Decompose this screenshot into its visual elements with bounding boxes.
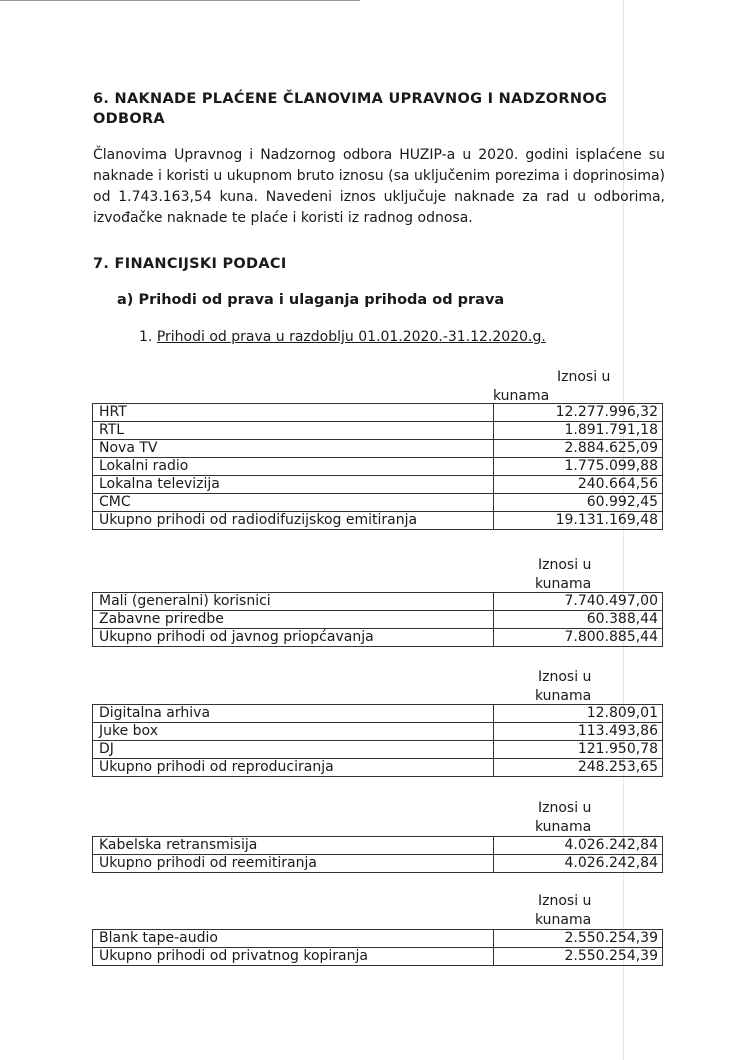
table-row [93, 404, 663, 422]
section-6-heading: 6. NAKNADE PLAĆENE ČLANOVIMA UPRAVNOG I NADZORNOG ODBORA [93, 91, 608, 127]
row-label: Ukupno prihodi od reproduciranja [93, 759, 494, 777]
table-3-header [535, 668, 665, 706]
row-label: Lokalna televizija [93, 476, 494, 494]
item-title: Prihodi od prava u razdoblju 01.01.2020.-31.12.2020.g. [156, 329, 546, 345]
table-header-line2: kunama [535, 576, 592, 592]
table-5-header [535, 892, 665, 930]
table-4-header [535, 799, 665, 837]
table-row-total [93, 759, 663, 777]
row-label: Kabelska retransmisija [93, 837, 494, 855]
row-value: 240.664,56 [494, 476, 663, 494]
table-row [93, 611, 663, 629]
table-header-line1: Iznosi u [557, 369, 611, 385]
row-value: 2.884.625,09 [494, 440, 663, 458]
row-value: 2.550.254,39 [494, 930, 663, 948]
table-reproduciranje [92, 704, 663, 777]
item-number: 1. [139, 329, 153, 345]
row-label: DJ [93, 741, 494, 759]
row-value: 1.891.791,18 [494, 422, 663, 440]
row-value: 4.026.242,84 [494, 837, 663, 855]
page-top-rule [0, 0, 360, 1]
table-header-line1: Iznosi u [538, 800, 592, 816]
row-value: 12.809,01 [494, 705, 663, 723]
table-row [93, 422, 663, 440]
table-1-header [493, 368, 663, 406]
row-label: Zabavne priredbe [93, 611, 494, 629]
section-6-paragraph: Članovima Upravnog i Nadzornog odbora HUZIP-a u 2020. godini isplaćene su naknade i koristi u ukupnom bruto iznosu (sa uključenim porezima i doprinosima) od 1.743.163,54 kuna. Navedeni iznos uključuje naknade za rad u odborima, izvođačke naknade te plaće i koristi iz radnog odnosa. [93, 147, 665, 226]
row-label: Nova TV [93, 440, 494, 458]
table-radiodifuzija [92, 403, 663, 530]
table-header-line2: kunama [493, 388, 550, 404]
row-label: Ukupno prihodi od radiodifuzijskog emitiranja [93, 512, 494, 530]
table-javno-priopcavanje [92, 592, 663, 647]
table-row [93, 723, 663, 741]
table-row [93, 494, 663, 512]
table-reemitiranje [92, 836, 663, 873]
section-7a-1-heading [139, 329, 546, 345]
table-header-line1: Iznosi u [538, 893, 592, 909]
row-value: 4.026.242,84 [494, 855, 663, 873]
row-label: Digitalna arhiva [93, 705, 494, 723]
section-7a-heading: a) Prihodi od prava i ulaganja prihoda od prava [117, 292, 505, 308]
row-label: Mali (generalni) korisnici [93, 593, 494, 611]
row-label: Blank tape-audio [93, 930, 494, 948]
table-row-total [93, 512, 663, 530]
table-row [93, 440, 663, 458]
table-row-total [93, 948, 663, 966]
table-row [93, 705, 663, 723]
row-label: Ukupno prihodi od javnog priopćavanja [93, 629, 494, 647]
row-label: RTL [93, 422, 494, 440]
table-header-line2: kunama [535, 912, 592, 928]
table-row [93, 458, 663, 476]
table-row [93, 476, 663, 494]
table-row-total [93, 629, 663, 647]
row-label: Juke box [93, 723, 494, 741]
table-row [93, 837, 663, 855]
row-value: 12.277.996,32 [494, 404, 663, 422]
table-2-header [535, 556, 665, 594]
row-label: Lokalni radio [93, 458, 494, 476]
table-row [93, 593, 663, 611]
table-row-total [93, 855, 663, 873]
row-value: 2.550.254,39 [494, 948, 663, 966]
row-value: 60.388,44 [494, 611, 663, 629]
row-value: 1.775.099,88 [494, 458, 663, 476]
table-header-line2: kunama [535, 688, 592, 704]
row-label: HRT [93, 404, 494, 422]
row-value: 19.131.169,48 [494, 512, 663, 530]
section-7-heading: 7. FINANCIJSKI PODACI [93, 256, 287, 272]
row-value: 7.740.497,00 [494, 593, 663, 611]
row-label: Ukupno prihodi od privatnog kopiranja [93, 948, 494, 966]
row-value: 248.253,65 [494, 759, 663, 777]
row-value: 60.992,45 [494, 494, 663, 512]
table-header-line1: Iznosi u [538, 557, 592, 573]
table-row [93, 741, 663, 759]
row-value: 7.800.885,44 [494, 629, 663, 647]
table-privatno-kopiranje [92, 929, 663, 966]
row-label: CMC [93, 494, 494, 512]
table-row [93, 930, 663, 948]
table-header-line2: kunama [535, 819, 592, 835]
table-header-line1: Iznosi u [538, 669, 592, 685]
row-label: Ukupno prihodi od reemitiranja [93, 855, 494, 873]
row-value: 113.493,86 [494, 723, 663, 741]
row-value: 121.950,78 [494, 741, 663, 759]
